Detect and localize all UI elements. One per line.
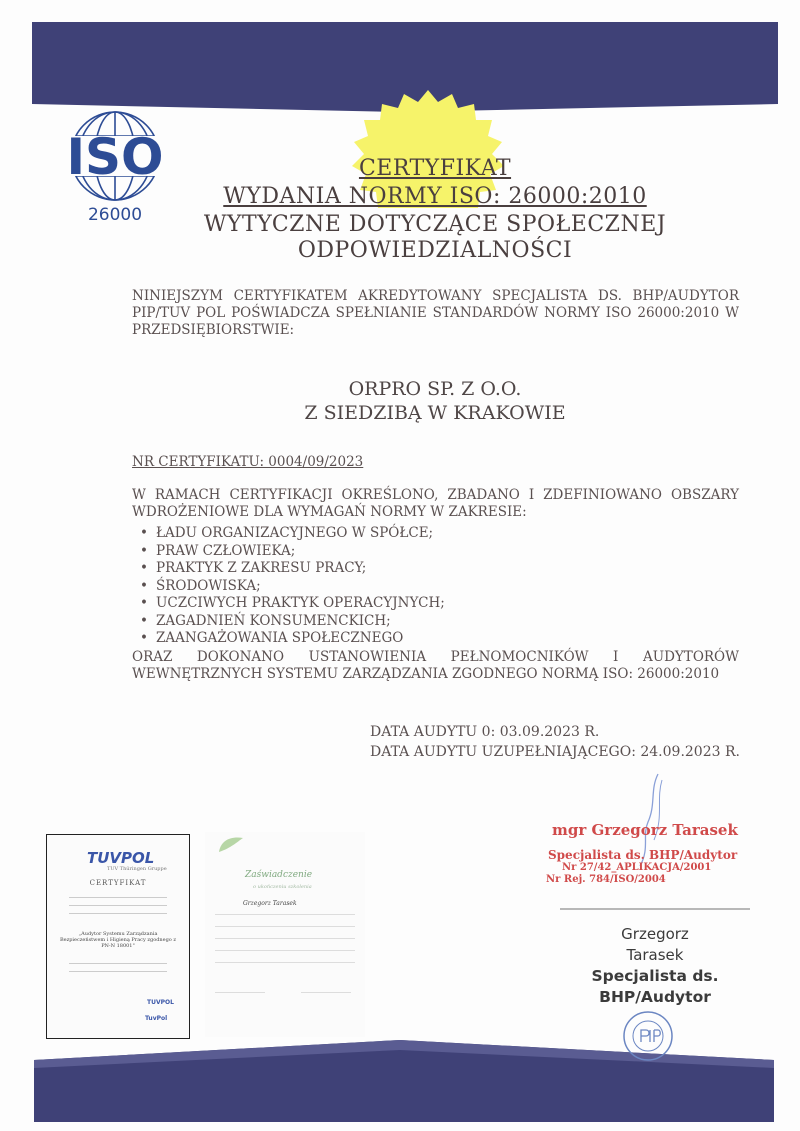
divider bbox=[215, 950, 355, 951]
company-name: ORPRO SP. Z O.O. bbox=[348, 378, 522, 400]
stamp-line-3: Nr 27/42_APLIKACJA/2001 bbox=[562, 862, 712, 873]
list-item: • ZAANGAŻOWANIA SPOŁECZNEGO bbox=[140, 630, 445, 648]
intro-paragraph: NINIEJSZYM CERTYFIKATEM AKREDYTOWANY SPECJALISTA DS. BHP/AUDYTOR PIP/TUV POL POŚWIADCZA SPEŁNIANIE STANDARDÓW NORMY ISO 26000:2010 W PRZEDSIĘBIORSTWIE: bbox=[132, 288, 739, 338]
title-line-4: ODPOWIEDZIALNOŚCI bbox=[297, 238, 573, 263]
title-line-1: CERTYFIKAT bbox=[358, 156, 512, 181]
company-seat: Z SIEDZIBĄ W KRAKOWIE bbox=[304, 402, 566, 424]
title-line-3: WYTYCZNE DOTYCZĄCE SPOŁECZNEJ bbox=[203, 212, 667, 237]
divider bbox=[301, 992, 351, 993]
scope-list bbox=[140, 525, 445, 648]
thumb-cert-footer-logo-2: TuvPol bbox=[145, 1015, 168, 1022]
diploma-name: Grzegorz Tarasek bbox=[243, 900, 297, 907]
signatory-last-name: Tarasek bbox=[626, 946, 684, 964]
signature-line bbox=[560, 908, 750, 910]
tuvpol-certificate-thumbnail bbox=[46, 834, 190, 1039]
thumb-cert-footer-logo: TUVPOL bbox=[147, 999, 174, 1006]
scope-intro: W RAMACH CERTYFIKACJI OKREŚLONO, ZBADANO I ZDEFINIOWANO OBSZARY WDROŻENIOWE DLA WYMAGAŃ NORMY W ZAKRESIE: bbox=[132, 487, 739, 520]
svg-text:26000: 26000 bbox=[87, 205, 143, 225]
list-item: • UCZCIWYCH PRAKTYK OPERACYJNYCH; bbox=[140, 595, 445, 613]
signatory-first-name: Grzegorz bbox=[621, 925, 689, 943]
title-line-2: WYDANIA NORMY ISO: 26000:2010 bbox=[223, 184, 647, 209]
closing-paragraph: ORAZ DOKONANO USTANOWIENIA PEŁNOMOCNIKÓW I AUDYTORÓW WEWNĘTRZNYCH SYSTEMU ZARZĄDZANIA ZGODNEGO NORMĄ ISO: 26000:2010 bbox=[132, 649, 739, 682]
divider bbox=[69, 971, 167, 972]
signatory-role-1: Specjalista ds. bbox=[591, 967, 719, 985]
divider bbox=[215, 926, 355, 927]
thumb-cert-body: „Audytor Systemu Zarządzania Bezpieczeństwem i Higieną Pracy zgodnego z PN-N 18001" bbox=[59, 931, 177, 949]
signatory-role-2: BHP/Audytor bbox=[599, 988, 711, 1006]
audit-date: DATA AUDYTU 0: 03.09.2023 R. bbox=[370, 724, 600, 740]
diploma-subtitle: o ukończeniu szkolenia bbox=[253, 884, 312, 890]
leaf-logo-icon bbox=[213, 834, 253, 856]
divider bbox=[69, 897, 167, 898]
list-item: • ZAGADNIEŃ KONSUMENCKICH; bbox=[140, 613, 445, 631]
supplementary-audit-date: DATA AUDYTU UZUPEŁNIAJĄCEGO: 24.09.2023 R. bbox=[370, 744, 740, 760]
divider bbox=[69, 913, 167, 914]
audit-dates bbox=[370, 722, 740, 762]
divider bbox=[69, 905, 167, 906]
divider bbox=[215, 962, 355, 963]
svg-text:ISO: ISO bbox=[66, 128, 164, 186]
divider bbox=[69, 963, 167, 964]
list-item: • PRAW CZŁOWIEKA; bbox=[140, 543, 445, 561]
stamp-line-4: Nr Rej. 784/ISO/2004 bbox=[546, 874, 666, 885]
stamp-line-2: Specjalista ds. BHP/Audytor bbox=[548, 848, 738, 862]
list-item: • ŚRODOWISKA; bbox=[140, 578, 445, 596]
thumb-cert-title: CERTYFIKAT bbox=[89, 879, 147, 887]
diploma-title: Zaświadczenie bbox=[245, 870, 313, 880]
stamp-line-1: mgr Grzegorz Tarasek bbox=[552, 821, 738, 839]
list-item: • ŁADU ORGANIZACYJNEGO W SPÓŁCE; bbox=[140, 525, 445, 543]
list-item: • PRAKTYK Z ZAKRESU PRACY; bbox=[140, 560, 445, 578]
tuvpol-logo: TUVPOL bbox=[87, 849, 155, 867]
divider bbox=[215, 938, 355, 939]
tuvpol-subtitle: TUV Thüringen Gruppe bbox=[107, 866, 167, 872]
inspection-round-stamp-icon bbox=[622, 1010, 674, 1062]
training-diploma-thumbnail bbox=[205, 832, 365, 1037]
certificate-number: NR CERTYFIKATU: 0004/09/2023 bbox=[132, 454, 364, 470]
signatory-block bbox=[560, 924, 750, 1008]
divider bbox=[215, 992, 265, 993]
divider bbox=[215, 914, 355, 915]
